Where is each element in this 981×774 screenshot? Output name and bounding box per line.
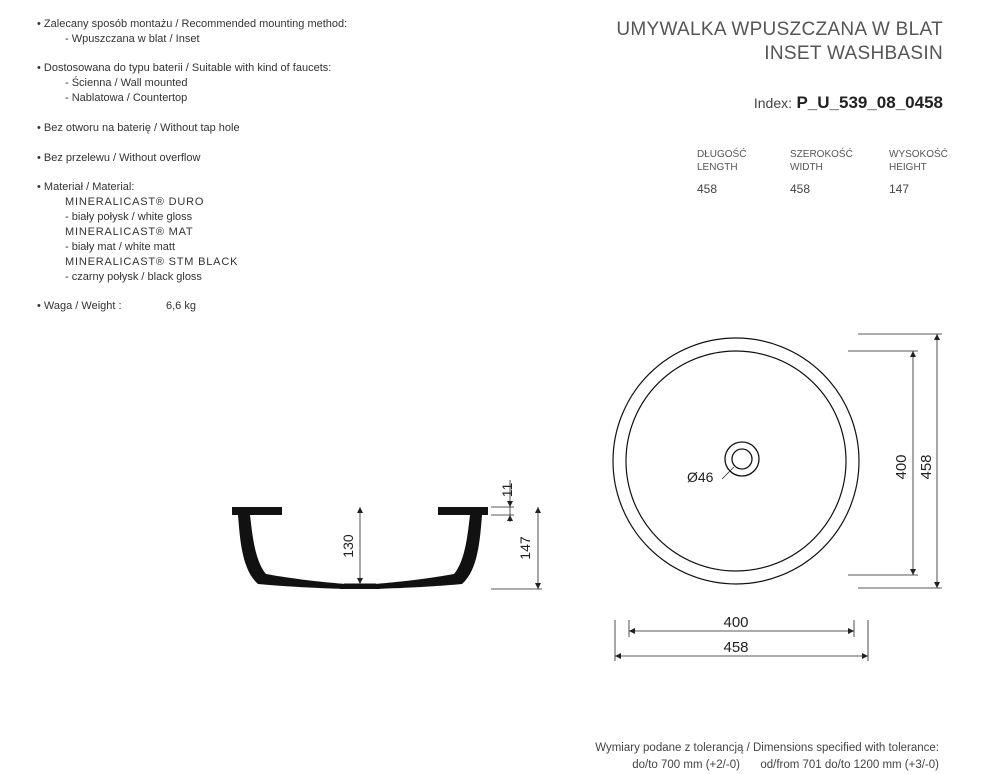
spec-mounting-item: - Wpuszczana w blat / Inset — [65, 33, 200, 45]
drain-inner-circle — [732, 449, 752, 469]
spec-tap-hole: • Bez otworu na baterię / Without tap hole — [37, 121, 397, 136]
outer-diameter-h-label: 458 — [723, 639, 749, 656]
rim-dimension-label: 11 — [499, 482, 515, 498]
dimension-width — [790, 148, 853, 196]
spec-material-label: • Materiał / Material: — [37, 180, 397, 195]
dimension-header-en: LENGTH — [697, 162, 738, 173]
dimension-length — [697, 148, 746, 196]
spec-faucets — [37, 61, 397, 106]
height-dimension-label: 147 — [517, 536, 533, 560]
dimension-height — [889, 148, 948, 196]
tolerance-range-1: do/to 700 mm (+2/-0) — [632, 759, 740, 771]
product-title — [523, 18, 943, 66]
spec-faucets-label: • Dostosowana do typu baterii / Suitable with kind of faucets: — [37, 61, 397, 76]
index-label: Index: — [753, 95, 793, 111]
dimension-value: 458 — [697, 182, 718, 196]
basin-cross-section-right — [340, 507, 488, 589]
material-finish: - czarny połysk / black gloss — [65, 271, 202, 283]
dimension-header-pl: DŁUGOŚĆ — [697, 149, 747, 160]
basin-cross-section — [232, 507, 380, 589]
inner-bowl-circle — [626, 351, 846, 571]
product-title-en: INSET WASHBASIN — [764, 43, 943, 64]
depth-dimension-label: 130 — [340, 534, 356, 558]
material-finish: - biały połysk / white gloss — [65, 211, 193, 223]
material-finish: - biały mat / white matt — [65, 241, 176, 253]
drain-diameter-label: Ø46 — [687, 469, 714, 485]
material-brand: MINERALICAST® STM BLACK — [65, 256, 239, 268]
spec-weight-label: • Waga / Weight : — [37, 300, 122, 312]
tolerance-range-2: od/from 701 do/to 1200 mm (+3/-0) — [760, 759, 939, 771]
material-brand: MINERALICAST® DURO — [65, 196, 205, 208]
inner-diameter-h-label: 400 — [723, 614, 749, 631]
spec-faucets-item: - Ścienna / Wall mounted — [65, 77, 188, 89]
side-view-drawing — [220, 470, 560, 600]
spec-mounting — [37, 17, 397, 47]
dimension-header-en: HEIGHT — [889, 162, 927, 173]
dimension-header-en: WIDTH — [790, 162, 823, 173]
product-index — [754, 93, 943, 113]
dimension-value: 458 — [790, 182, 811, 196]
outer-diameter-v-label: 458 — [918, 454, 935, 480]
spec-list — [37, 17, 397, 314]
tolerance-note — [479, 740, 939, 774]
spec-overflow: • Bez przelewu / Without overflow — [37, 151, 397, 166]
spec-material — [37, 180, 397, 285]
material-brand: MINERALICAST® MAT — [65, 226, 194, 238]
dimension-header-pl: WYSOKOŚĆ — [889, 149, 948, 160]
tolerance-line-2 — [479, 757, 939, 774]
dimension-header-pl: SZEROKOŚĆ — [790, 149, 853, 160]
spec-weight — [37, 299, 397, 314]
tolerance-line-1: Wymiary podane z tolerancją / Dimensions specified with tolerance: — [595, 742, 939, 754]
product-title-pl: UMYWALKA WPUSZCZANA W BLAT — [616, 19, 943, 40]
index-value: P_U_539_08_0458 — [796, 93, 943, 112]
inner-diameter-v-label: 400 — [893, 454, 910, 480]
top-view-drawing — [600, 325, 950, 665]
spec-faucets-item: - Nablatowa / Countertop — [65, 92, 188, 104]
dimension-value: 147 — [889, 182, 910, 196]
spec-weight-value: 6,6 kg — [166, 300, 196, 312]
outer-rim-circle — [613, 338, 859, 584]
spec-mounting-label: • Zalecany sposób montażu / Recommended mounting method: — [37, 17, 397, 32]
